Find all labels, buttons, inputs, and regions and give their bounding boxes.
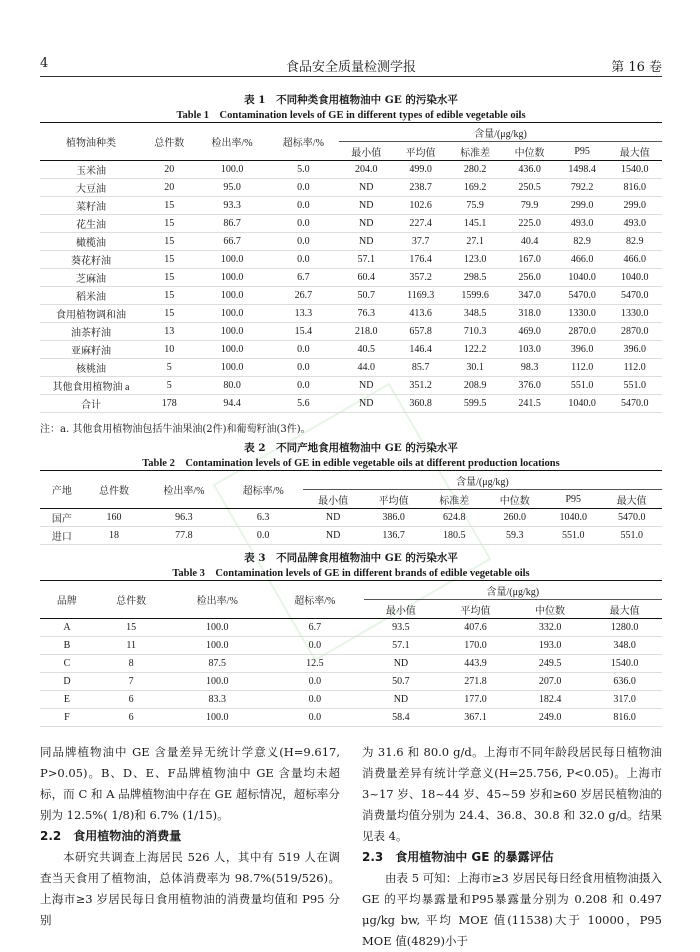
t1-cell: 100.0 <box>196 251 267 269</box>
t1-cell: ND <box>339 395 393 413</box>
t1-cell: 123.0 <box>448 251 502 269</box>
table1-title-zh: 表 1 不同种类食用植物油中 GE 的污染水平 <box>244 94 458 106</box>
t3-cell: 443.9 <box>438 655 513 673</box>
t1-row <box>40 269 662 287</box>
t1-cell: 100.0 <box>196 161 267 179</box>
t1-cell: 360.8 <box>393 395 447 413</box>
t2-cell: ND <box>303 527 364 545</box>
t3-cell: F <box>40 709 94 727</box>
t1-cell: 82.9 <box>607 233 662 251</box>
t3-cell: ND <box>364 655 439 673</box>
t1-cell: 20 <box>142 179 196 197</box>
t1-cell: 85.7 <box>393 359 447 377</box>
t1-cell: 27.1 <box>448 233 502 251</box>
t2-cell: 96.3 <box>144 509 223 527</box>
th2-median: 中位数 <box>499 495 530 507</box>
t1-cell: 油茶籽油 <box>40 323 142 341</box>
t3-cell: 100.0 <box>168 709 266 727</box>
t3-row <box>40 619 662 637</box>
t1-cell: 橄榄油 <box>40 233 142 251</box>
t1-cell: 合计 <box>40 395 142 413</box>
t1-cell: 100.0 <box>196 341 267 359</box>
journal-title: 食品安全质量检测学报 <box>285 60 416 75</box>
t1-cell: 0.0 <box>268 233 339 251</box>
table1-note: 注：a. 其他食用植物油包括牛油果油(2件)和葡萄籽油(3件)。 <box>40 424 311 435</box>
t2-row <box>40 527 662 545</box>
t1-cell: 100.0 <box>196 269 267 287</box>
t1-cell: 稻米油 <box>40 287 142 305</box>
t3-cell: E <box>40 691 94 709</box>
th3-max: 最大值 <box>609 605 640 617</box>
t1-cell: 94.4 <box>196 395 267 413</box>
t3-cell: 177.0 <box>438 691 513 709</box>
t1-cell: 15.4 <box>268 323 339 341</box>
t1-cell: 15 <box>142 215 196 233</box>
t1-row <box>40 161 662 179</box>
t1-cell: 葵花籽油 <box>40 251 142 269</box>
t1-cell: 218.0 <box>339 323 393 341</box>
t3-cell: 1280.0 <box>587 619 662 637</box>
t3-cell: 271.8 <box>438 673 513 691</box>
th-exc: 超标率/% <box>282 138 324 149</box>
t3-cell: B <box>40 637 94 655</box>
t1-cell: 208.9 <box>448 377 502 395</box>
t1-cell: 98.3 <box>502 359 556 377</box>
t1-cell: 50.7 <box>339 287 393 305</box>
t1-cell: 493.0 <box>607 215 662 233</box>
t1-cell: 44.0 <box>339 359 393 377</box>
t3-row <box>40 637 662 655</box>
th3-median: 中位数 <box>535 605 566 617</box>
volume: 第 16 卷 <box>611 60 662 75</box>
t1-cell: 347.0 <box>502 287 556 305</box>
t1-cell: ND <box>339 215 393 233</box>
t1-cell: 食用植物调和油 <box>40 305 142 323</box>
t1-cell: 40.5 <box>339 341 393 359</box>
t1-cell: 75.9 <box>448 197 502 215</box>
t1-cell: 178 <box>142 395 196 413</box>
t1-cell: 1330.0 <box>607 305 662 323</box>
t1-cell: 15 <box>142 233 196 251</box>
th2-exc: 超标率/% <box>242 486 284 497</box>
t1-row <box>40 359 662 377</box>
table3-title-en: Table 3 Contamination levels of GE in different brands of edible vegetable oils <box>172 568 530 579</box>
t1-cell: 146.4 <box>393 341 447 359</box>
t1-cell: 20 <box>142 161 196 179</box>
t1-cell: 112.0 <box>557 359 608 377</box>
right-column <box>362 742 662 952</box>
t3-cell: 207.0 <box>513 673 588 691</box>
section-2-3-heading: 2.3 食用植物油中 GE 的暴露评估 <box>362 850 554 864</box>
t1-cell: 95.0 <box>196 179 267 197</box>
t3-cell: 50.7 <box>364 673 439 691</box>
th-min: 最小值 <box>351 147 382 159</box>
t2-cell: 551.0 <box>601 527 662 545</box>
t2-cell: ND <box>303 509 364 527</box>
left-paragraph-2: 本研究共调查上海居民 526 人，其中有 519 人在调查当天食用了植物油，总体消费率为 98.7%(519/526)。上海市≥3 岁居民每日食用植物油的消费量均值和 P95 分别 <box>40 850 340 927</box>
t1-cell: 100.0 <box>196 287 267 305</box>
t3-cell: A <box>40 619 94 637</box>
th3-count: 总件数 <box>116 596 147 607</box>
t1-cell: 5.6 <box>268 395 339 413</box>
t1-row <box>40 215 662 233</box>
t1-cell: 其他食用植物油 a <box>40 377 142 395</box>
t2-cell: 6.3 <box>224 509 303 527</box>
t1-cell: 413.6 <box>393 305 447 323</box>
t3-cell: 100.0 <box>168 637 266 655</box>
t3-cell: 348.0 <box>587 637 662 655</box>
t1-row <box>40 197 662 215</box>
th3-exc: 超标率/% <box>294 596 336 607</box>
th-count: 总件数 <box>154 138 185 149</box>
right-paragraph-1: 为 31.6 和 80.0 g/d。上海市不同年龄段居民每日植物油消费量差异有统计学意义(H=25.756, P<0.05)。上海市 3~17 岁、18~44 岁、45~59 岁和≥60 岁居民植物油的消费量均值分别为 24.4、36.8、30.8 和 32.0 g/d。结果见表 4。 <box>362 745 662 843</box>
t1-cell: 核桃油 <box>40 359 142 377</box>
t1-cell: 15 <box>142 197 196 215</box>
t1-cell: 1040.0 <box>557 269 608 287</box>
t1-cell: ND <box>339 233 393 251</box>
t3-cell: 11 <box>94 637 169 655</box>
table2 <box>40 470 662 545</box>
t1-cell: 0.0 <box>268 215 339 233</box>
table1-caption <box>40 92 662 122</box>
t3-cell: 0.0 <box>266 709 364 727</box>
th2-count: 总件数 <box>99 486 130 497</box>
t1-cell: 169.2 <box>448 179 502 197</box>
t1-cell: 57.1 <box>339 251 393 269</box>
t1-cell: 芝麻油 <box>40 269 142 287</box>
t1-cell: 466.0 <box>607 251 662 269</box>
t3-cell: D <box>40 673 94 691</box>
t2-cell: 0.0 <box>224 527 303 545</box>
t2-cell: 160 <box>84 509 145 527</box>
t1-cell: 298.5 <box>448 269 502 287</box>
t1-cell: 100.0 <box>196 323 267 341</box>
t1-cell: 816.0 <box>607 179 662 197</box>
t1-cell: 1498.4 <box>557 161 608 179</box>
t1-cell: 5470.0 <box>607 395 662 413</box>
table2-caption <box>40 440 662 470</box>
t1-cell: 5470.0 <box>557 287 608 305</box>
right-paragraph-2: 由表 5 可知：上海市≥3 岁居民每日经食用植物油摄入 GE 的平均暴露量和P95暴露量分别为 0.208 和 0.497 μg/kg bw, 平均 MOE 值(11538)大于 10000，P95 MOE 值(4829)小于 <box>362 871 662 948</box>
t1-cell: 318.0 <box>502 305 556 323</box>
t1-cell: 551.0 <box>607 377 662 395</box>
t1-cell: 0.0 <box>268 251 339 269</box>
t1-cell: 79.9 <box>502 197 556 215</box>
t3-row <box>40 709 662 727</box>
table1 <box>40 122 662 413</box>
t2-cell: 260.0 <box>484 509 545 527</box>
t1-cell: 1330.0 <box>557 305 608 323</box>
t2-cell: 77.8 <box>144 527 223 545</box>
t1-cell: 256.0 <box>502 269 556 287</box>
t1-cell: 299.0 <box>607 197 662 215</box>
t3-cell: 57.1 <box>364 637 439 655</box>
t3-cell: 93.5 <box>364 619 439 637</box>
th-det: 检出率/% <box>211 138 253 149</box>
t3-cell: 100.0 <box>168 673 266 691</box>
t3-cell: 7 <box>94 673 169 691</box>
th2-p95: P95 <box>565 493 581 505</box>
t3-cell: 193.0 <box>513 637 588 655</box>
th-sd: 标准差 <box>460 147 491 159</box>
th-type: 植物油种类 <box>66 138 116 149</box>
t1-cell: 菜籽油 <box>40 197 142 215</box>
th2-sd: 标准差 <box>439 495 470 507</box>
t1-row <box>40 341 662 359</box>
t3-cell: 8 <box>94 655 169 673</box>
t2-cell: 1040.0 <box>545 509 601 527</box>
t3-row <box>40 691 662 709</box>
t1-cell: 13.3 <box>268 305 339 323</box>
t1-cell: 26.7 <box>268 287 339 305</box>
t3-cell: 182.4 <box>513 691 588 709</box>
t2-cell: 180.5 <box>424 527 485 545</box>
t1-cell: 37.7 <box>393 233 447 251</box>
t1-cell: 玉米油 <box>40 161 142 179</box>
t3-cell: 0.0 <box>266 673 364 691</box>
t1-cell: 122.2 <box>448 341 502 359</box>
t1-cell: 351.2 <box>393 377 447 395</box>
t3-cell: 87.5 <box>168 655 266 673</box>
t1-cell: 103.0 <box>502 341 556 359</box>
t1-cell: 551.0 <box>557 377 608 395</box>
t2-cell: 386.0 <box>363 509 424 527</box>
t1-cell: 5 <box>142 359 196 377</box>
th-max: 最大值 <box>619 147 650 159</box>
t3-cell: 58.4 <box>364 709 439 727</box>
t1-cell: 396.0 <box>607 341 662 359</box>
t3-row <box>40 655 662 673</box>
th3-min: 最小值 <box>385 605 416 617</box>
t1-row <box>40 287 662 305</box>
t1-cell: 241.5 <box>502 395 556 413</box>
t1-cell: 599.5 <box>448 395 502 413</box>
t1-cell: 710.3 <box>448 323 502 341</box>
t1-cell: ND <box>339 179 393 197</box>
t2-cell: 18 <box>84 527 145 545</box>
t3-cell: 0.0 <box>266 691 364 709</box>
th2-content: 含量/(μg/kg) <box>303 471 662 490</box>
t1-cell: 15 <box>142 269 196 287</box>
t1-cell: 100.0 <box>196 305 267 323</box>
t1-cell: 499.0 <box>393 161 447 179</box>
t3-cell: 100.0 <box>168 619 266 637</box>
t1-cell: 466.0 <box>557 251 608 269</box>
t1-cell: 112.0 <box>607 359 662 377</box>
t1-cell: 93.3 <box>196 197 267 215</box>
th2-min: 最小值 <box>318 495 349 507</box>
t1-cell: 0.0 <box>268 179 339 197</box>
th2-origin: 产地 <box>51 486 72 497</box>
th2-mean: 平均值 <box>378 495 409 507</box>
t3-cell: 0.0 <box>266 637 364 655</box>
t3-row <box>40 673 662 691</box>
t1-cell: 1540.0 <box>607 161 662 179</box>
t2-cell: 551.0 <box>545 527 601 545</box>
t1-cell: ND <box>339 197 393 215</box>
t1-cell: 2870.0 <box>557 323 608 341</box>
t1-cell: 376.0 <box>502 377 556 395</box>
t2-row <box>40 509 662 527</box>
t1-cell: 82.9 <box>557 233 608 251</box>
t1-cell: 0.0 <box>268 359 339 377</box>
t1-cell: 238.7 <box>393 179 447 197</box>
t3-cell: 6 <box>94 709 169 727</box>
t1-cell: 亚麻籽油 <box>40 341 142 359</box>
t1-cell: 40.4 <box>502 233 556 251</box>
t1-cell: 15 <box>142 305 196 323</box>
t1-cell: 1040.0 <box>607 269 662 287</box>
t1-row <box>40 233 662 251</box>
t1-row <box>40 305 662 323</box>
t1-cell: 0.0 <box>268 377 339 395</box>
t2-cell: 5470.0 <box>601 509 662 527</box>
t3-cell: 170.0 <box>438 637 513 655</box>
t1-cell: 436.0 <box>502 161 556 179</box>
th-mean: 平均值 <box>405 147 436 159</box>
t1-cell: 15 <box>142 251 196 269</box>
t1-cell: 大豆油 <box>40 179 142 197</box>
t1-row <box>40 395 662 413</box>
t1-cell: 657.8 <box>393 323 447 341</box>
t1-cell: 6.7 <box>268 269 339 287</box>
t2-cell: 624.8 <box>424 509 485 527</box>
t1-cell: 13 <box>142 323 196 341</box>
left-column <box>40 742 340 931</box>
t3-cell: 6.7 <box>266 619 364 637</box>
t1-cell: 86.7 <box>196 215 267 233</box>
t1-cell: 145.1 <box>448 215 502 233</box>
th2-det: 检出率/% <box>163 486 205 497</box>
table3 <box>40 580 662 727</box>
t1-cell: 280.2 <box>448 161 502 179</box>
t1-cell: 15 <box>142 287 196 305</box>
t1-cell: 469.0 <box>502 323 556 341</box>
t1-cell: 102.6 <box>393 197 447 215</box>
th3-det: 检出率/% <box>196 596 238 607</box>
th3-content: 含量/(μg/kg) <box>364 581 662 600</box>
t1-cell: 167.0 <box>502 251 556 269</box>
t1-cell: 250.5 <box>502 179 556 197</box>
section-2-2-heading: 2.2 食用植物油的消费量 <box>40 829 182 843</box>
t1-cell: 30.1 <box>448 359 502 377</box>
t1-row <box>40 323 662 341</box>
left-paragraph-1: 同品牌植物油中 GE 含量差异无统计学意义(H=9.617, P>0.05)。B、D、E、F品牌植物油中 GE 含量均未超标，而 C 和 A 品牌植物油中存在 GE 超标情况，超标率分别为 12.5%( 1/8)和 6.7% (1/15)。 <box>40 745 340 822</box>
t1-cell: 299.0 <box>557 197 608 215</box>
t3-cell: 6 <box>94 691 169 709</box>
table3-title-zh: 表 3 不同品牌食用植物油中 GE 的污染水平 <box>244 552 458 564</box>
table2-title-zh: 表 2 不同产地食用植物油中 GE 的污染水平 <box>244 442 458 454</box>
t3-cell: 249.0 <box>513 709 588 727</box>
t3-cell: 12.5 <box>266 655 364 673</box>
t1-cell: ND <box>339 377 393 395</box>
t1-row <box>40 251 662 269</box>
running-header <box>40 56 662 77</box>
t1-cell: 0.0 <box>268 197 339 215</box>
t1-cell: 80.0 <box>196 377 267 395</box>
t1-cell: 204.0 <box>339 161 393 179</box>
t2-cell: 136.7 <box>363 527 424 545</box>
table1-title-en: Table 1 Contamination levels of GE in different types of edible vegetable oils <box>176 110 526 121</box>
t1-cell: 5 <box>142 377 196 395</box>
t3-cell: 83.3 <box>168 691 266 709</box>
t1-cell: 10 <box>142 341 196 359</box>
t3-cell: 636.0 <box>587 673 662 691</box>
t1-cell: 176.4 <box>393 251 447 269</box>
t1-cell: 348.5 <box>448 305 502 323</box>
t1-row <box>40 377 662 395</box>
t1-cell: 5.0 <box>268 161 339 179</box>
t1-cell: 60.4 <box>339 269 393 287</box>
th-content: 含量/(μg/kg) <box>339 123 662 142</box>
t3-cell: 367.1 <box>438 709 513 727</box>
t1-row <box>40 179 662 197</box>
t1-cell: 100.0 <box>196 359 267 377</box>
table3-caption <box>40 550 662 580</box>
t3-cell: 1540.0 <box>587 655 662 673</box>
th-median: 中位数 <box>514 147 545 159</box>
t1-cell: 357.2 <box>393 269 447 287</box>
t3-cell: 249.5 <box>513 655 588 673</box>
t1-cell: 792.2 <box>557 179 608 197</box>
t1-cell: 493.0 <box>557 215 608 233</box>
t2-cell: 国产 <box>40 509 84 527</box>
t1-cell: 1169.3 <box>393 287 447 305</box>
t3-cell: 816.0 <box>587 709 662 727</box>
t3-cell: 407.6 <box>438 619 513 637</box>
t3-cell: ND <box>364 691 439 709</box>
t1-cell: 花生油 <box>40 215 142 233</box>
th-p95: P95 <box>574 145 590 157</box>
th2-max: 最大值 <box>616 495 647 507</box>
t1-cell: 66.7 <box>196 233 267 251</box>
t1-cell: 2870.0 <box>607 323 662 341</box>
t3-cell: C <box>40 655 94 673</box>
page-number: 4 <box>40 56 49 71</box>
t1-cell: 0.0 <box>268 341 339 359</box>
t3-cell: 332.0 <box>513 619 588 637</box>
table2-title-en: Table 2 Contamination levels of GE in edible vegetable oils at different production locations <box>142 458 560 469</box>
th3-mean: 平均值 <box>460 605 491 617</box>
t1-cell: 225.0 <box>502 215 556 233</box>
t1-cell: 1040.0 <box>557 395 608 413</box>
t1-cell: 5470.0 <box>607 287 662 305</box>
t2-cell: 进口 <box>40 527 84 545</box>
th3-brand: 品牌 <box>56 596 77 607</box>
t1-cell: 396.0 <box>557 341 608 359</box>
t3-cell: 317.0 <box>587 691 662 709</box>
t3-cell: 15 <box>94 619 169 637</box>
t2-cell: 59.3 <box>484 527 545 545</box>
t1-cell: 227.4 <box>393 215 447 233</box>
t1-cell: 76.3 <box>339 305 393 323</box>
t1-cell: 1599.6 <box>448 287 502 305</box>
